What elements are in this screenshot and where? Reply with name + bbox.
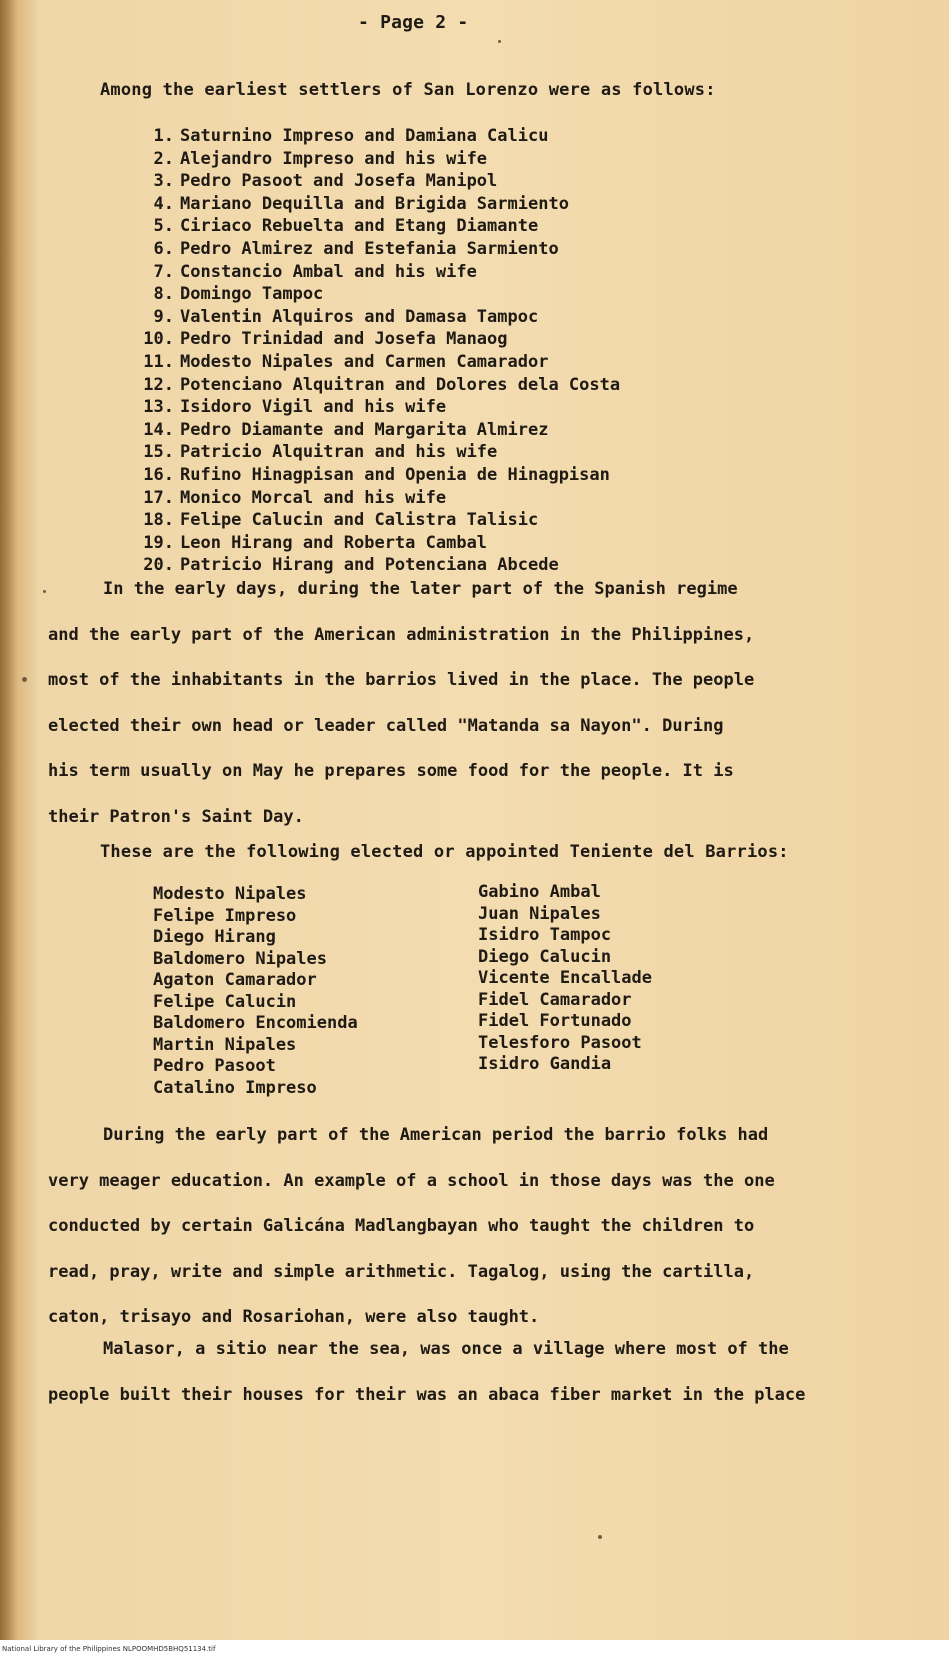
list-item: Isidro Gandia [478, 1054, 612, 1074]
list-item: Fidel Fortunado [478, 1011, 632, 1031]
list-item: Diego Hirang [153, 927, 276, 947]
list-item: Juan Nipales [478, 903, 601, 924]
list-item: 5. Ciriaco Rebuelta and Etang Diamante [153, 216, 539, 237]
list-item: 1. Saturnino Impreso and Damiana Calicu [153, 126, 549, 146]
tenientes-list-left [153, 884, 358, 1099]
list-item: Baldomero Encomienda [153, 1013, 358, 1033]
list-item: 2. Alejandro Impreso and his wife [153, 148, 488, 169]
list-item: Martin Nipales [153, 1034, 297, 1055]
list-item: 20. Patricio Hirang and Potenciana Abcede [143, 555, 559, 576]
list-item: Baldomero Nipales [153, 948, 327, 969]
paper-speck [22, 677, 27, 682]
paper-speck [498, 40, 501, 43]
list-item: 17. Monico Morcal and his wife [143, 487, 447, 508]
list-item: Felipe Calucin [153, 991, 297, 1012]
text-line: During the early part of the American period the barrio folks had [103, 1125, 769, 1145]
list-item: 4. Mariano Dequilla and Brigida Sarmiento [153, 193, 569, 214]
list-item: 7. Constancio Ambal and his wife [153, 261, 477, 282]
list-item: 9. Valentin Alquiros and Damasa Tampoc [153, 306, 539, 327]
list-item: 14. Pedro Diamante and Margarita Almirez [143, 419, 549, 440]
text-line: In the early days, during the later part of the Spanish regime [103, 579, 738, 599]
list-item: Isidro Tampoc [478, 925, 612, 945]
list-item: 16. Rufino Hinagpisan and Openia de Hinagpisan [143, 464, 610, 485]
settlers-intro: Among the earliest settlers of San Lorenzo were as follows: [100, 80, 716, 100]
list-item: 11. Modesto Nipales and Carmen Camarador [143, 351, 549, 372]
list-item: 18. Felipe Calucin and Calistra Talisic [143, 510, 539, 531]
paragraph-education [48, 1113, 878, 1341]
text-line: very meager education. An example of a school in those days was the one [48, 1170, 775, 1191]
page-edge-shadow [0, 0, 18, 1640]
list-item: Diego Calucin [478, 946, 612, 967]
list-item: Pedro Pasoot [153, 1056, 276, 1076]
text-line: people built their houses for their was an abaca fiber market in the place [48, 1384, 806, 1405]
text-line: his term usually on May he prepares some food for the people. It is [48, 761, 734, 781]
page-header: - Page 2 - [358, 12, 469, 33]
list-item: 12. Potenciano Alquitran and Dolores dela Costa [143, 374, 621, 395]
paper-speck [43, 590, 46, 593]
list-item: 13. Isidoro Vigil and his wife [143, 397, 447, 418]
list-item: Felipe Impreso [153, 905, 297, 926]
text-line: caton, trisayo and Rosariohan, were also taught. [48, 1307, 540, 1327]
text-line: read, pray, write and simple arithmetic. Tagalog, using the cartilla, [48, 1261, 755, 1282]
text-line: their Patron's Saint Day. [48, 806, 304, 827]
scan-footer: National Library of the Philippines NLPOOMHD5BHQ51134.tif [0, 1640, 949, 1658]
paragraph-early-days [48, 567, 878, 840]
list-item: Telesforo Pasoot [478, 1032, 642, 1053]
text-line: and the early part of the American administration in the Philippines, [48, 624, 755, 645]
list-item: 8. Domingo Tampoc [153, 284, 324, 305]
text-line: elected their own head or leader called "Matanda sa Nayon". During [48, 715, 724, 736]
list-item: Agaton Camarador [153, 970, 317, 990]
list-item: 19. Leon Hirang and Roberta Cambal [143, 532, 488, 553]
paper-speck [598, 1535, 602, 1539]
paragraph-malasor [48, 1327, 878, 1418]
list-item: 10. Pedro Trinidad and Josefa Manaog [143, 329, 508, 350]
list-item: Catalino Impreso [153, 1077, 317, 1098]
list-item: Vicente Encallade [478, 968, 652, 988]
settlers-list [136, 125, 620, 577]
tenientes-intro: These are the following elected or appointed Teniente del Barrios: [100, 842, 789, 862]
list-item: Modesto Nipales [153, 884, 307, 904]
text-line: conducted by certain Galicána Madlangbayan who taught the children to [48, 1216, 755, 1236]
text-line: Malasor, a sitio near the sea, was once a village where most of the [103, 1339, 789, 1359]
list-item: Fidel Camarador [478, 989, 632, 1010]
list-item: 15. Patricio Alquitran and his wife [143, 442, 498, 463]
list-item: Gabino Ambal [478, 882, 601, 902]
list-item: 3. Pedro Pasoot and Josefa Manipol [153, 171, 498, 192]
list-item: 6. Pedro Almirez and Estefania Sarmiento [153, 238, 559, 259]
text-line: most of the inhabitants in the barrios lived in the place. The people [48, 670, 755, 690]
tenientes-list-right [478, 882, 652, 1076]
